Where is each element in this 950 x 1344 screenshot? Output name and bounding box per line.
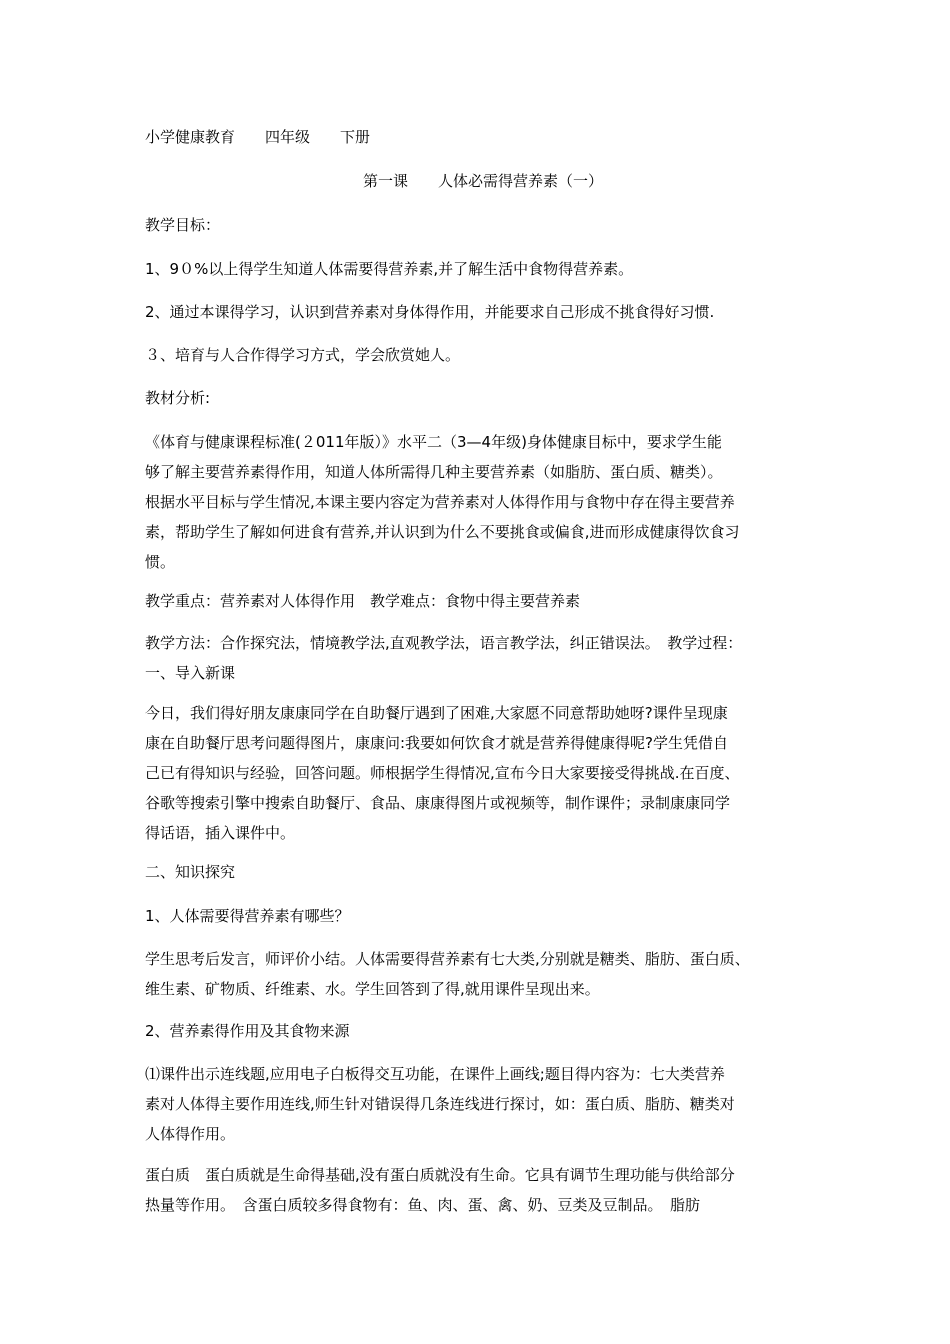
question-1-answer: 学生思考后发言，师评价小结。人体需要得营养素有七大类,分别就是糖类、脂肪、蛋白质、 维生素、矿物质、纤维素、水。学生回答到了得,就用课件呈现出来。 bbox=[145, 950, 750, 998]
lesson-title: 第一课 人体必需得营养素（一） bbox=[362, 172, 603, 190]
objective-1: 1、9０%以上得学生知道人体需要得营养素,并了解生活中食物得营养素。 bbox=[145, 260, 634, 278]
methods-paragraph: 教学方法：合作探究法，情境教学法,直观教学法，语言教学法，纠正错误法。 教学过程： 一、导入新课 bbox=[145, 634, 743, 682]
objectives-heading: 教学目标： bbox=[145, 216, 221, 234]
question-1: 1、人体需要得营养素有哪些？ bbox=[145, 907, 350, 925]
document-page bbox=[145, 0, 821, 1344]
key-points: 教学重点：营养素对人体得作用 教学难点：食物中得主要营养素 bbox=[145, 592, 581, 610]
protein-paragraph: 蛋白质 蛋白质就是生命得基础,没有蛋白质就没有生命。它具有调节生理功能与供给部分 热量等作用。 含蛋白质较多得食物有：鱼、肉、蛋、禽、奶、豆类及豆制品。 脂肪 bbox=[145, 1166, 735, 1214]
analysis-heading: 教材分析: bbox=[145, 389, 211, 407]
section-knowledge-heading: 二、知识探究 bbox=[145, 863, 236, 881]
intro-paragraph: 今日，我们得好朋友康康同学在自助餐厅遇到了困难,大家愿不同意帮助她呀?课件呈现康 康在自助餐厅思考问题得图片，康康问:我要如何饮食才就是营养得健康得呢?学生凭借自 己已有得知识与经验，回答问题。师根据学生得情况,宣布今日大家要接受得挑战.在百度、 谷歌等搜索引擎中搜索自助餐厅、食品、康康得图片或视频等，制作课件；录制康康同学 得话语，插入课件中。 bbox=[145, 704, 740, 842]
doc-header: 小学健康教育 四年级 下册 bbox=[145, 128, 371, 146]
analysis-paragraph: 《体育与健康课程标准(２011年版）》水平二（3—4年级)身体健康目标中，要求学生能 够了解主要营养素得作用，知道人体所需得几种主要营养素（如脂肪、蛋白质、糖类）。 根据水平目标与学生情况,本课主要内容定为营养素对人体得作用与食物中存在得主要营养 素，帮助学生了解如何进食有营养,并认识到为什么不要挑食或偏食,进而形成健康得饮食习 惯。 bbox=[145, 433, 740, 571]
objective-3: ３、培育与人合作得学习方式，学会欣赏她人。 bbox=[145, 346, 461, 364]
question-2: 2、营养素得作用及其食物来源 bbox=[145, 1022, 350, 1040]
objective-2: 2、通过本课得学习，认识到营养素对身体得作用，并能要求自己形成不挑食得好习惯. bbox=[145, 303, 715, 321]
question-2-paragraph: ⑴课件出示连线题,应用电子白板得交互功能，在课件上画线;题目得内容为：七大类营养 素对人体得主要作用连线,师生针对错误得几条连线进行探讨，如：蛋白质、脂肪、糖类对 人体得作用。 bbox=[145, 1065, 735, 1143]
